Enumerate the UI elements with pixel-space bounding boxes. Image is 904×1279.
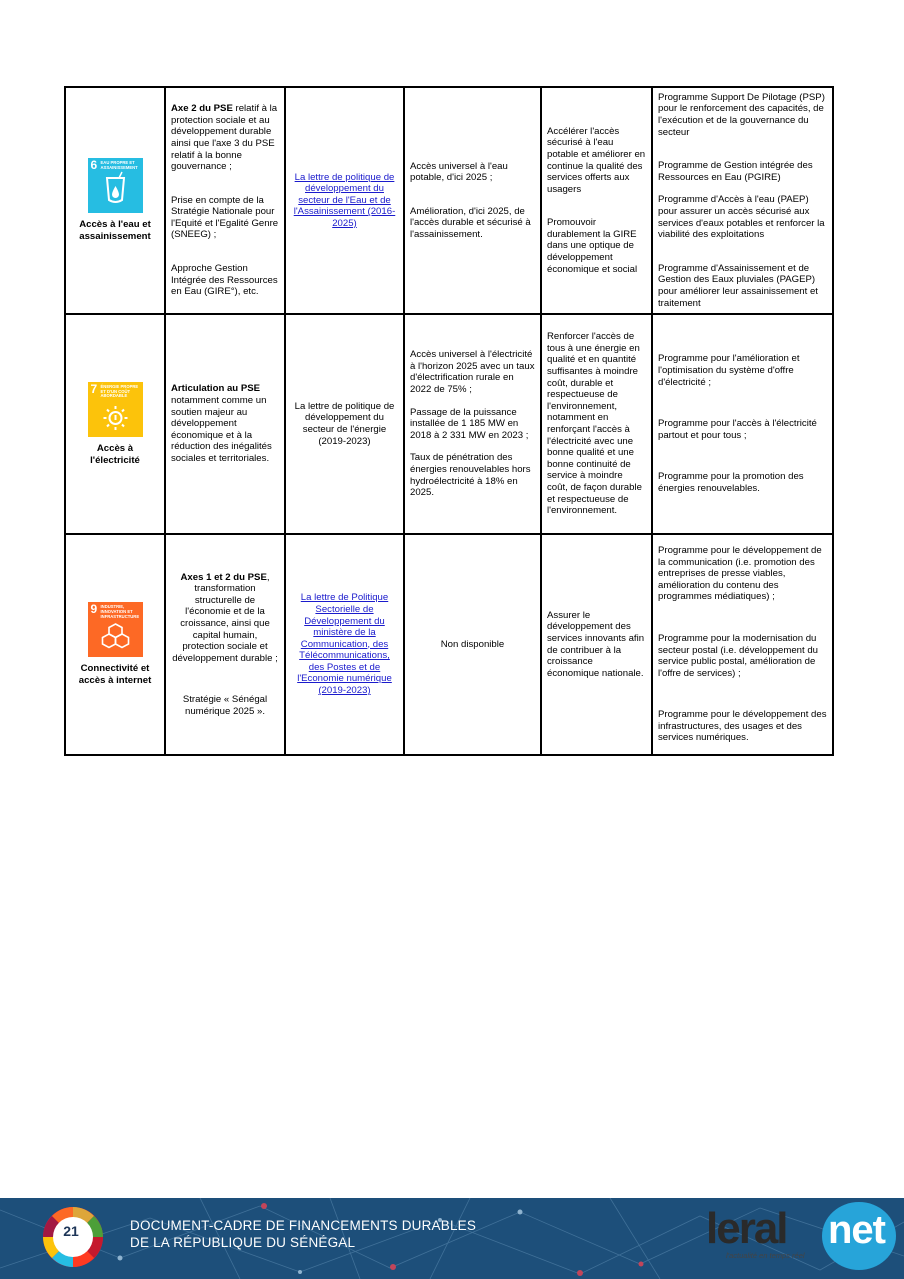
sdg-number: 9 — [90, 602, 98, 617]
objectives-cell — [541, 314, 652, 534]
program-text: Programme de Gestion intégrée des Ressources en Eau (PGIRE) — [658, 160, 813, 183]
program-text: Programme pour le développement de la communication (i.e. promotion des entreprises de presse viables, amélioration du contenu des programmes médiatiques) ; — [658, 544, 822, 603]
sdg-9-badge — [88, 602, 143, 657]
program-text: Programme d'Assainissement et de Gestion des Eaux pluviales (PAGEP) pour améliorer leur assainissement et traitement — [658, 262, 818, 309]
pse-axis-title: Axes 1 et 2 du PSE — [180, 571, 267, 583]
program-text: Programme Support De Pilotage (PSP) pour le renforcement des capacités, de l'exécution et de la gouvernance du secteur — [658, 91, 825, 138]
target-text: Amélioration, d'ici 2025, de l'accès durable et sécurisé à l'assainissement. — [410, 205, 531, 240]
program-text: Programme pour l'accès à l'électricité partout et pour tous ; — [658, 418, 817, 441]
program-text: Programme d'Accès à l'eau (PAEP) pour assurer un accès sécurisé aux services d'eaux potables et renforcer la viabilité des exploitations — [658, 194, 825, 241]
program-text: Programme pour le développement des infrastructures, des usages et des services numériques. — [658, 709, 827, 744]
pse-cell — [165, 87, 285, 314]
target-text: Accès universel à l'électricité à l'horizon 2025 avec un taux d'électrification rurale en 2022 de 75% ; — [410, 349, 535, 396]
target-text: Non disponible — [440, 638, 505, 650]
logo-text-left: leral — [706, 1204, 787, 1253]
pse-text: , transformation structurelle de l'économie et de la croissance, ainsi que capital humain, protection sociale et développement durable ; — [172, 571, 278, 664]
sdg-title: INDUSTRIE, INNOVATION ET INFRASTRUCTURE — [100, 604, 140, 619]
policy-text: La lettre de politique de développement du secteur de l'énergie (2019-2023) — [294, 400, 395, 447]
sdg-6-badge — [88, 158, 143, 213]
objective-text: Assurer le développement des services innovants afin de contribuer à la croissance économique nationale. — [547, 609, 645, 679]
page-footer — [0, 1198, 904, 1279]
sdg-number: 7 — [90, 381, 98, 396]
sdg-number: 6 — [90, 158, 98, 173]
objective-text: Promouvoir durablement la GIRE dans une optique de développement économique et social — [547, 217, 638, 275]
sdg-title: EAU PROPRE ET ASSAINISSEMENT — [100, 160, 138, 170]
targets-cell — [404, 87, 541, 314]
objective-text: Accélérer l'accès sécurisé à l'eau potable et améliorer en continue la qualité des services offerts aux usagers — [547, 125, 646, 195]
objective-text: Renforcer l'accès de tous à une énergie en qualité et en quantité suffisantes à moindre coût, durable et respectueuse de l'environnement, notamment en renforçant l'accès à l'électricité avec une bonne qualité et une bonne continuité de service à moindre coût, de façon durable et respectueuse de l'environnement. — [547, 331, 642, 517]
logo-tagline: l'actualité en temps réel — [726, 1251, 805, 1260]
pse-axis-title: Articulation au PSE — [171, 383, 261, 395]
pse-text: Stratégie « Sénégal numérique 2025 ». — [182, 694, 268, 717]
policy-cell — [285, 534, 404, 755]
programs-cell — [652, 314, 833, 534]
policy-link[interactable]: La lettre de politique de développement du secteur de l'Eau et de l'Assainissement (2016-2025) — [293, 171, 396, 229]
programs-table — [64, 86, 834, 756]
pse-axis-title: Axe 2 du PSE — [171, 103, 233, 115]
target-text: Taux de pénétration des énergies renouvelables hors hydroélectricité à 18% en 2025. — [410, 452, 531, 499]
water-drop-icon — [88, 158, 143, 213]
policy-cell — [285, 87, 404, 314]
footer-title-line: DOCUMENT-CADRE DE FINANCEMENTS DURABLES — [130, 1218, 477, 1233]
objectives-cell — [541, 534, 652, 755]
pse-text: Prise en compte de la Stratégie Nationale pour l'Equité et l'Egalité Genre (SNEEG) ; — [171, 194, 279, 241]
sector-cell — [65, 87, 165, 314]
sun-power-icon — [88, 382, 143, 437]
objectives-cell — [541, 87, 652, 314]
footer-title — [130, 1217, 476, 1251]
table-row — [65, 314, 833, 534]
programs-cell — [652, 87, 833, 314]
leralnet-logo — [700, 1198, 904, 1279]
pse-cell — [165, 314, 285, 534]
policy-cell — [285, 314, 404, 534]
cubes-icon — [88, 602, 143, 657]
pse-text: relatif à la protection sociale et au développement durable ainsi que l'axe 3 du PSE relatif à la bonne gouvernance ; — [171, 103, 278, 173]
sector-cell — [65, 314, 165, 534]
pse-text: notamment comme un soutien majeur au développement économique et à la réduction des inégalités sociales et territoriales. — [171, 395, 272, 464]
sector-label: Connectivité et accès à internet — [78, 663, 152, 686]
targets-cell — [404, 314, 541, 534]
sdg-title: ÉNERGIE PROPRE ET D'UN COÛT ABORDABLE — [100, 383, 139, 399]
page-number: 21 — [63, 1223, 79, 1239]
program-text: Programme pour la modernisation du secteur postal (i.e. développement du service public postal, amélioration de l'offre de services) ; — [658, 632, 818, 679]
table-row — [65, 87, 833, 314]
program-text: Programme pour l'amélioration et l'optimisation du système d'offre d'électricité ; — [658, 353, 800, 388]
logo-text-right: net — [828, 1208, 885, 1252]
target-text: Passage de la puissance installée de 1 185 MW en 2018 à 2 331 MW en 2023 ; — [410, 406, 529, 441]
sector-label: Accès à l'eau et assainissement — [79, 219, 151, 242]
program-text: Programme pour la promotion des énergies renouvelables. — [658, 471, 804, 494]
policy-link[interactable]: La lettre de Politique Sectorielle de Développement du ministère de la Communication, des Télécommunications, des Postes et de l'Economie numérique (2019-2023) — [297, 592, 392, 697]
sector-cell — [65, 534, 165, 755]
programs-cell — [652, 534, 833, 755]
target-text: Accès universel à l'eau potable, d'ici 2025 ; — [410, 160, 508, 184]
sdg-7-badge — [88, 382, 143, 437]
pse-text: Approche Gestion Intégrée des Ressources en Eau (GIRE°), etc. — [171, 263, 278, 298]
sector-label: Accès à l'électricité — [90, 442, 140, 466]
targets-cell — [404, 534, 541, 755]
pse-cell — [165, 534, 285, 755]
table-row — [65, 534, 833, 755]
footer-title-line: DE LA RÉPUBLIQUE DU SÉNÉGAL — [130, 1235, 356, 1250]
